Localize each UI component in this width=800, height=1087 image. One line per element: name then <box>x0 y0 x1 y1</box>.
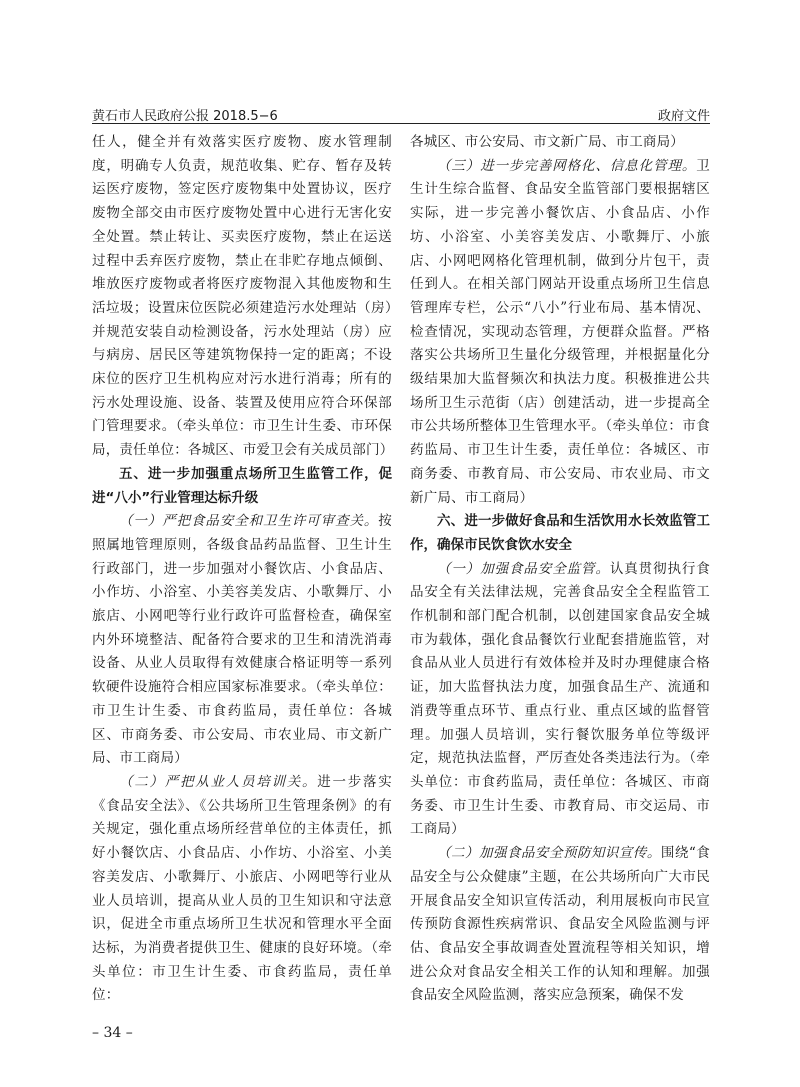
subsection-lead: （二）严把从业人员培训关。 <box>119 773 318 790</box>
paragraph <box>92 131 392 463</box>
paragraph-text: 按照属地管理原则，各级食品药品监督、卫生计生行政部门，进一步加强对小餐饮店、小食品店、小作坊、小浴室、小美容美发店、小歌舞厅、小旅店、小网吧等行业行政许可监督检查，确保室内外环境整洁、配备符合要求的卫生和清洗消毒设备、从业人员取得有效健康合格证明等一系列软硬件设施符合相应国家标准要求。（牵头单位：市卫生计生委、市食药监局，责任单位：各城区、市商务委、市公安局、市农业局、市文新广局、市工商局） <box>92 513 392 767</box>
left-column <box>92 131 392 1008</box>
subsection-lead: （一）严把食品安全和卫生许可审查关。 <box>119 513 379 530</box>
paragraph <box>410 558 710 842</box>
paragraph-text: 进一步落实《食品安全法》、《公共场所卫生管理条例》的有关规定，强化重点场所经营单位的主体责任，抓好小餐饮店、小食品店、小作坊、小浴室、小美容美发店、小歌舞厅、小旅店、小网吧等行业从业人员培训，提高从业人员的卫生知识和守法意识，促进全市重点场所卫生状况和管理水平全面达标，为消费者提供卫生、健康的良好环境。（牵头单位：市卫生计生委、市食药监局，责任单位： <box>92 773 392 1004</box>
paragraph-text: 认真贯彻执行食品安全有关法律法规，完善食品安全全程监管工作机制和部门配合机制，以创建国家食品安全城市为载体，强化食品餐饮行业配套措施监管，对食品从业人员进行有效体检并及时办理健康合格证，加大监督执法力度，加强食品生产、流通和消费等重点环节、重点行业、重点区域的监督管理。加强人员培训，实行餐饮服务单位等级评定，规范执法监督，严厉查处各类违法行为。（牵头单位：市食药监局，责任单位：各城区、市商务委、市卫生计生委、市教育局、市交运局、市工商局） <box>410 560 710 838</box>
subsection-lead: （一）加强食品安全监管。 <box>437 560 610 577</box>
section-label: 政府文件 <box>657 109 710 124</box>
paragraph <box>410 131 710 155</box>
section-heading: 五、进一步加强重点场所卫生监管工作，促进“八小”行业管理达标升级 <box>92 465 392 506</box>
paragraph-text: 任人，健全并有效落实医疗废物、废水管理制度，明确专人负责，规范收集、贮存、暂存及转运医疗废物，签定医疗废物集中处置协议，医疗废物全部交由市医疗废物处置中心进行无害化安全处置。禁止转让、买卖医疗废物，禁止在运送过程中丢弃医疗废物，禁止在非贮存地点倾倒、堆放医疗废物或者将医疗废物混入其他废物和生活垃圾；设置床位医院必须建造污水处理站（房）并规范安装自动检测设备，污水处理站（房）应与病房、居民区等建筑物保持一定的距离；不设床位的医疗卫生机构应对污水进行消毒；所有的污水处理设施、设备、装置及使用应符合环保部门管理要求。（牵头单位：市卫生计生委、市环保局，责任单位：各城区、市爱卫会有关成员部门） <box>92 134 394 459</box>
paragraph <box>92 510 392 771</box>
paragraph-text: 各城区、市公安局、市文新广局、市工商局） <box>410 134 684 150</box>
paragraph-text: 围绕“食品安全与公众健康”主题，在公共场所向广大市民开展食品安全知识宣传活动，利用展板向市民宣传预防食源性疾病常识、食品安全风险监测与评估、食品安全事故调查处置流程等相关知识，增进公众对食品安全相关工作的认知和理解。加强食品安全风险监测，落实应急预案，确保不发 <box>410 845 711 1004</box>
right-column <box>410 131 710 1008</box>
header-rule <box>92 123 710 124</box>
paragraph-text: 卫生计生综合监督、食品安全监管部门要根据辖区实际，进一步完善小餐饮店、小食品店、小作坊、小浴室、小美容美发店、小歌舞厅、小旅店、小网吧网格化管理机制，做到分片包干，责任到人。在相关部门网站开设重点场所卫生信息管理库专栏，公示“八小”行业布局、基本情况、检查情况，实现动态管理，方便群众监督。严格落实公共场所卫生量化分级管理，并根据量化分级结果加大监督频次和执法力度。积极推进公共场所卫生示范街（店）创建活动，进一步提高全市公共场所整体卫生管理水平。（牵头单位：市食药监局、市卫生计生委，责任单位：各城区、市商务委、市教育局、市公安局、市农业局、市文新广局、市工商局） <box>410 157 710 506</box>
paragraph <box>410 155 710 511</box>
paragraph <box>410 842 710 1008</box>
subsection-lead: （三）进一步完善网格化、信息化管理。 <box>437 157 697 174</box>
paragraph <box>92 771 392 1008</box>
subsection-lead: （二）加强食品安全预防知识宣传。 <box>437 845 661 862</box>
page-number: – 34 – <box>92 1025 133 1041</box>
page-header <box>92 103 710 125</box>
publication-title: 黄石市人民政府公报 2018.5−6 <box>92 109 278 124</box>
section-heading: 六、进一步做好食品和生活饮用水长效监管工作，确保市民饮食饮水安全 <box>410 513 710 553</box>
